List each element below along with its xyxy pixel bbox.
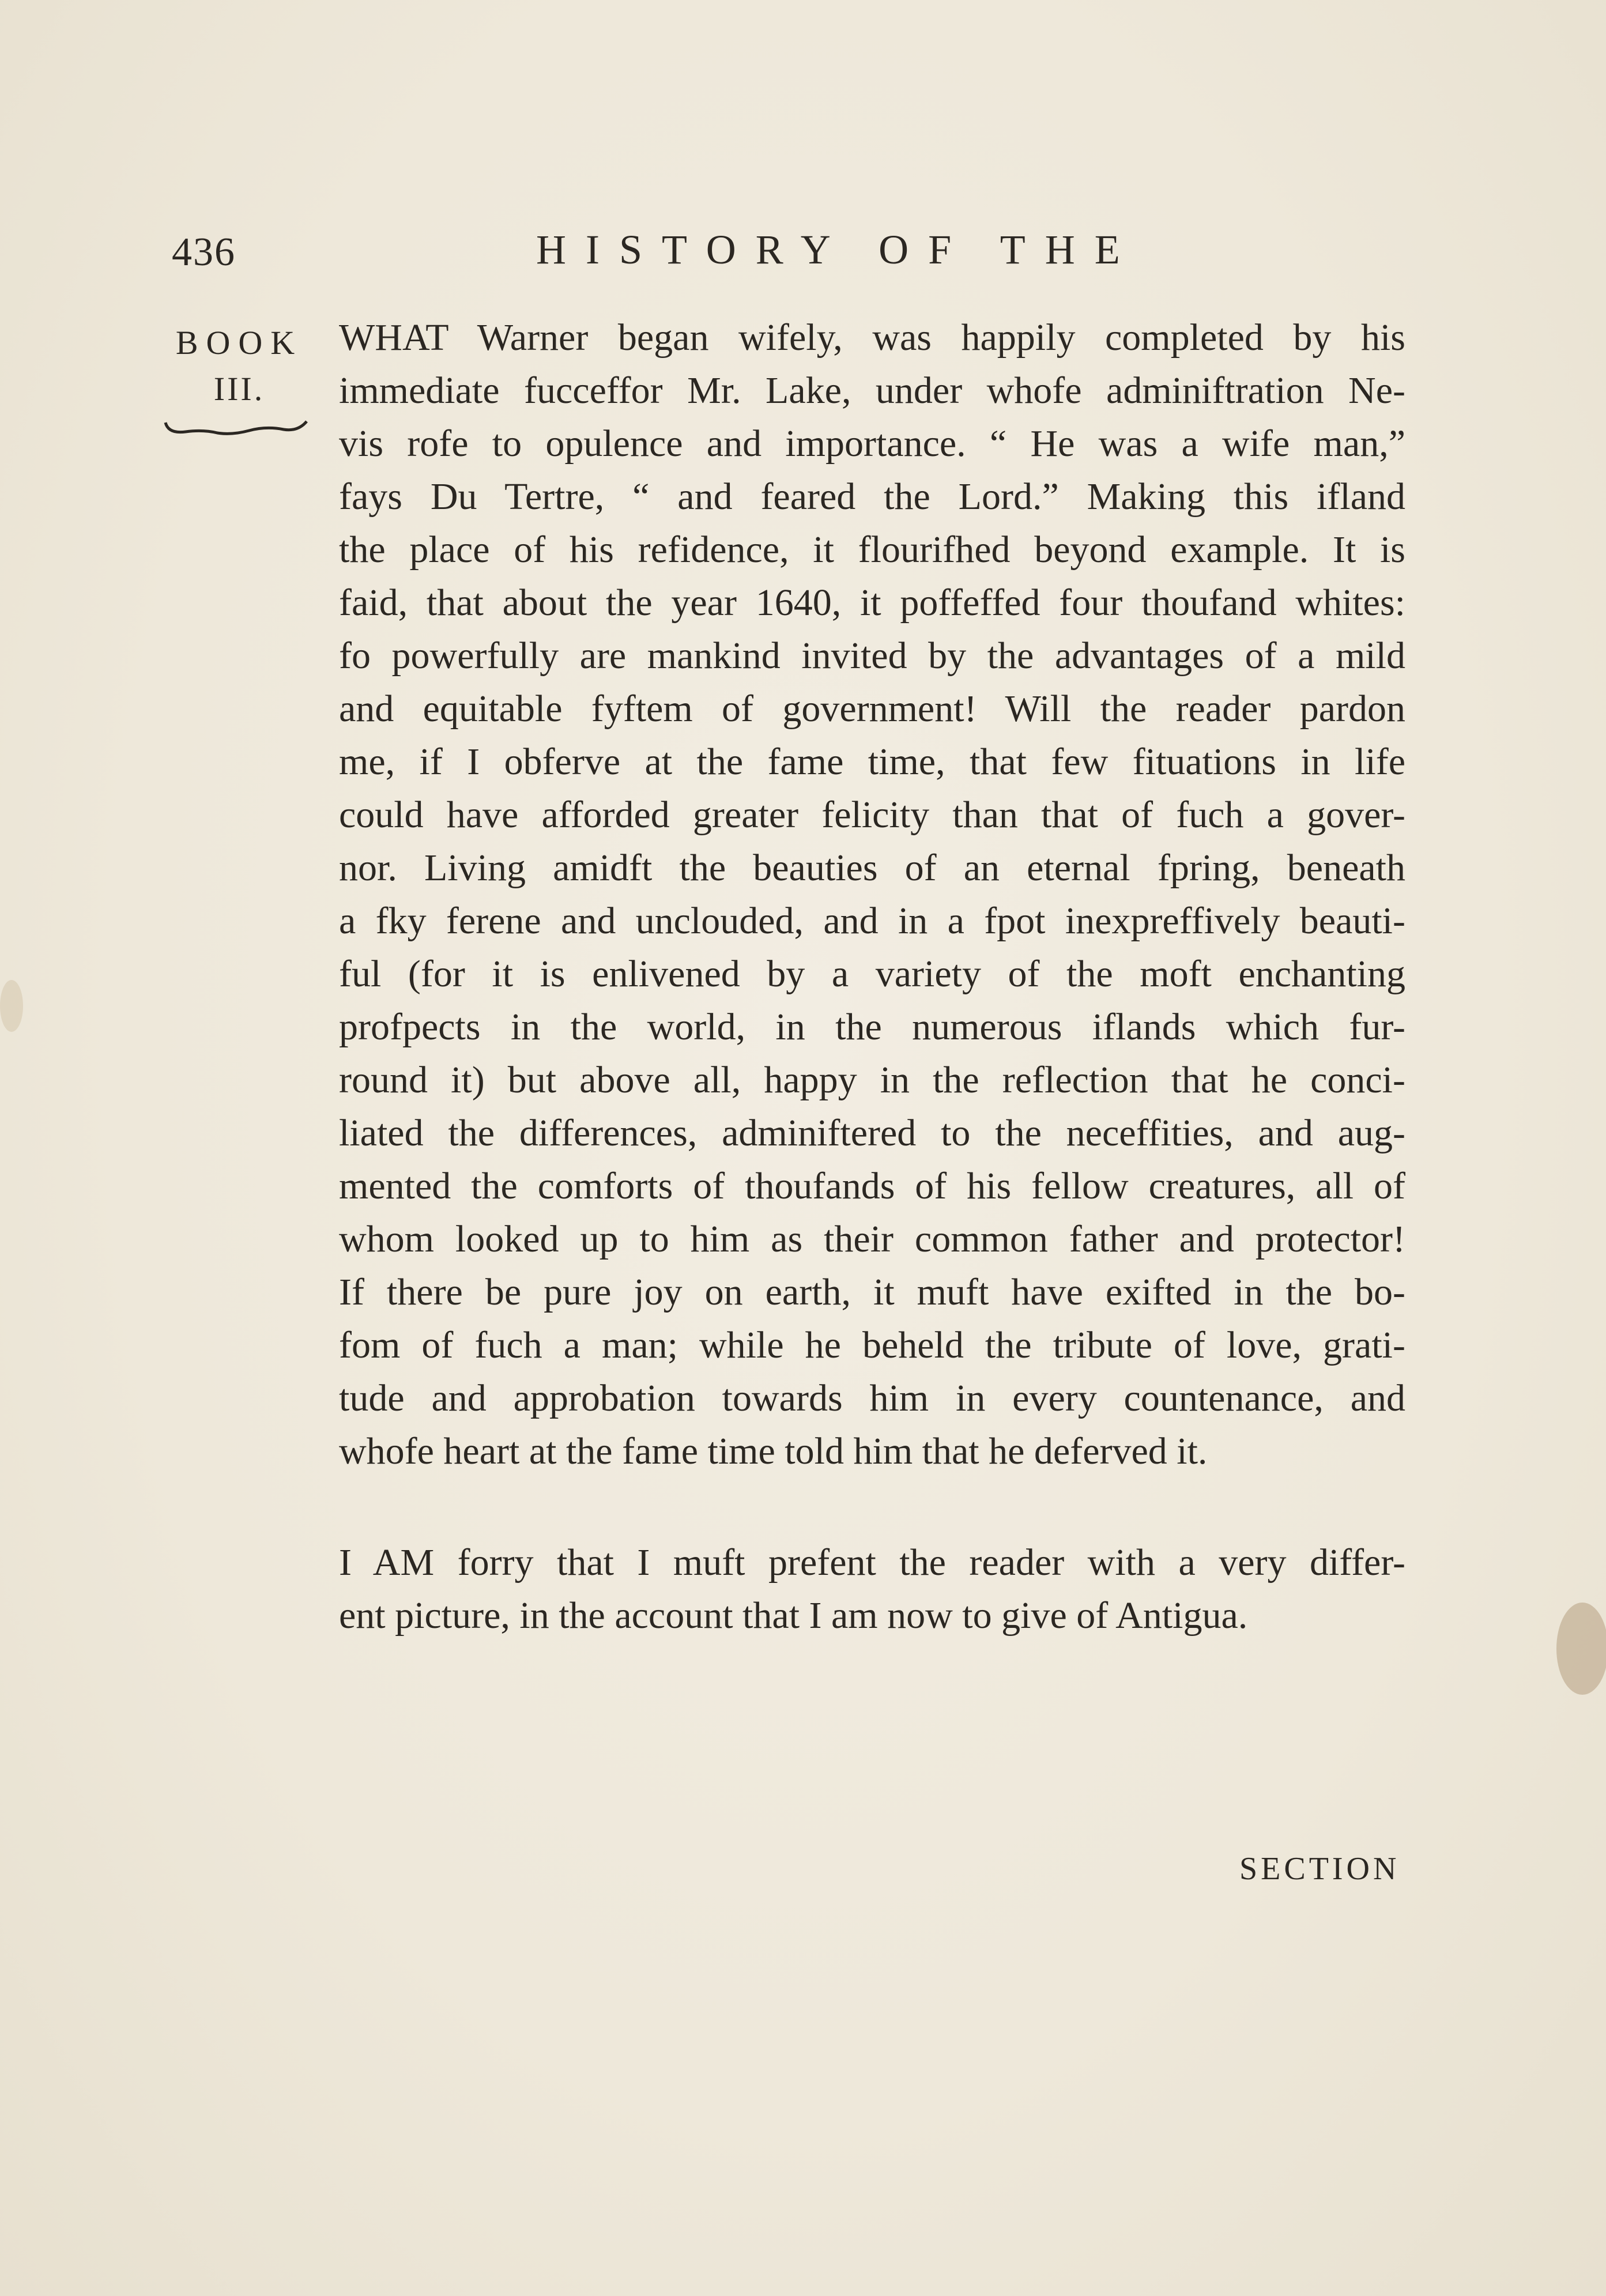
text-line: whom looked up to him as their common father and protector!	[339, 1218, 1405, 1260]
text-line: tude and approbation towards him in every countenance, and	[339, 1377, 1405, 1419]
text-line: If there be pure joy on earth, it muft have exifted in the bo-	[339, 1271, 1405, 1313]
text-line: the place of his refidence, it flourifhed beyond example. It is	[339, 529, 1405, 571]
text-line: WHAT Warner began wifely, was happily completed by his	[339, 316, 1405, 359]
text-line: mented the comforts of thoufands of his fellow creatures, all of	[339, 1165, 1405, 1207]
text-line: fom of fuch a man; while he beheld the tribute of love, grati-	[339, 1324, 1405, 1366]
text-line: ent picture, in the account that I am now to give of Antigua.	[339, 1594, 1248, 1637]
text-line: and equitable fyftem of government! Will the reader pardon	[339, 688, 1405, 730]
paragraph-second	[339, 1536, 1405, 1642]
margin-book-label: BOOK	[175, 324, 303, 361]
text-line: me, if I obferve at the fame time, that few fituations in life	[339, 741, 1405, 783]
text-line: I AM forry that I muft prefent the reader with a very differ-	[339, 1541, 1405, 1584]
margin-volume-label: III.	[213, 370, 265, 408]
text-line: faid, that about the year 1640, it poffeffed four thoufand whites:	[339, 582, 1405, 624]
catchword: SECTION	[1239, 1851, 1400, 1887]
text-line: immediate fucceffor Mr. Lake, under whofe adminiftration Ne-	[339, 370, 1405, 412]
ornamental-flourish	[163, 418, 312, 441]
text-line: round it) but above all, happy in the reflection that he conci-	[339, 1059, 1405, 1101]
text-line: fo powerfully are mankind invited by the advantages of a mild	[339, 635, 1405, 677]
text-line: profpects in the world, in the numerous iflands which fur-	[339, 1006, 1405, 1048]
text-line: nor. Living amidft the beauties of an eternal fpring, beneath	[339, 847, 1405, 889]
text-line: vis rofe to opulence and importance. “ He was a wife man,”	[339, 423, 1405, 465]
paper-stain	[0, 980, 23, 1032]
text-line: could have afforded greater felicity than that of fuch a gover-	[339, 794, 1405, 836]
text-line: liated the differences, adminiftered to the neceffities, and aug-	[339, 1112, 1405, 1154]
paper-stain	[1556, 1603, 1606, 1695]
margin-note	[167, 320, 311, 412]
text-line: ful (for it is enlivened by a variety of the moft enchanting	[339, 953, 1405, 995]
text-line: fays Du Tertre, “ and feared the Lord.” Making this ifland	[339, 476, 1405, 518]
page-number: 436	[172, 230, 236, 274]
text-line: a fky ferene and unclouded, and in a fpot inexpreffively beauti-	[339, 900, 1405, 942]
paragraph-main	[339, 311, 1405, 1478]
text-line: whofe heart at the fame time told him that he deferved it.	[339, 1430, 1208, 1472]
running-title: HISTORY OF THE	[536, 227, 1140, 273]
